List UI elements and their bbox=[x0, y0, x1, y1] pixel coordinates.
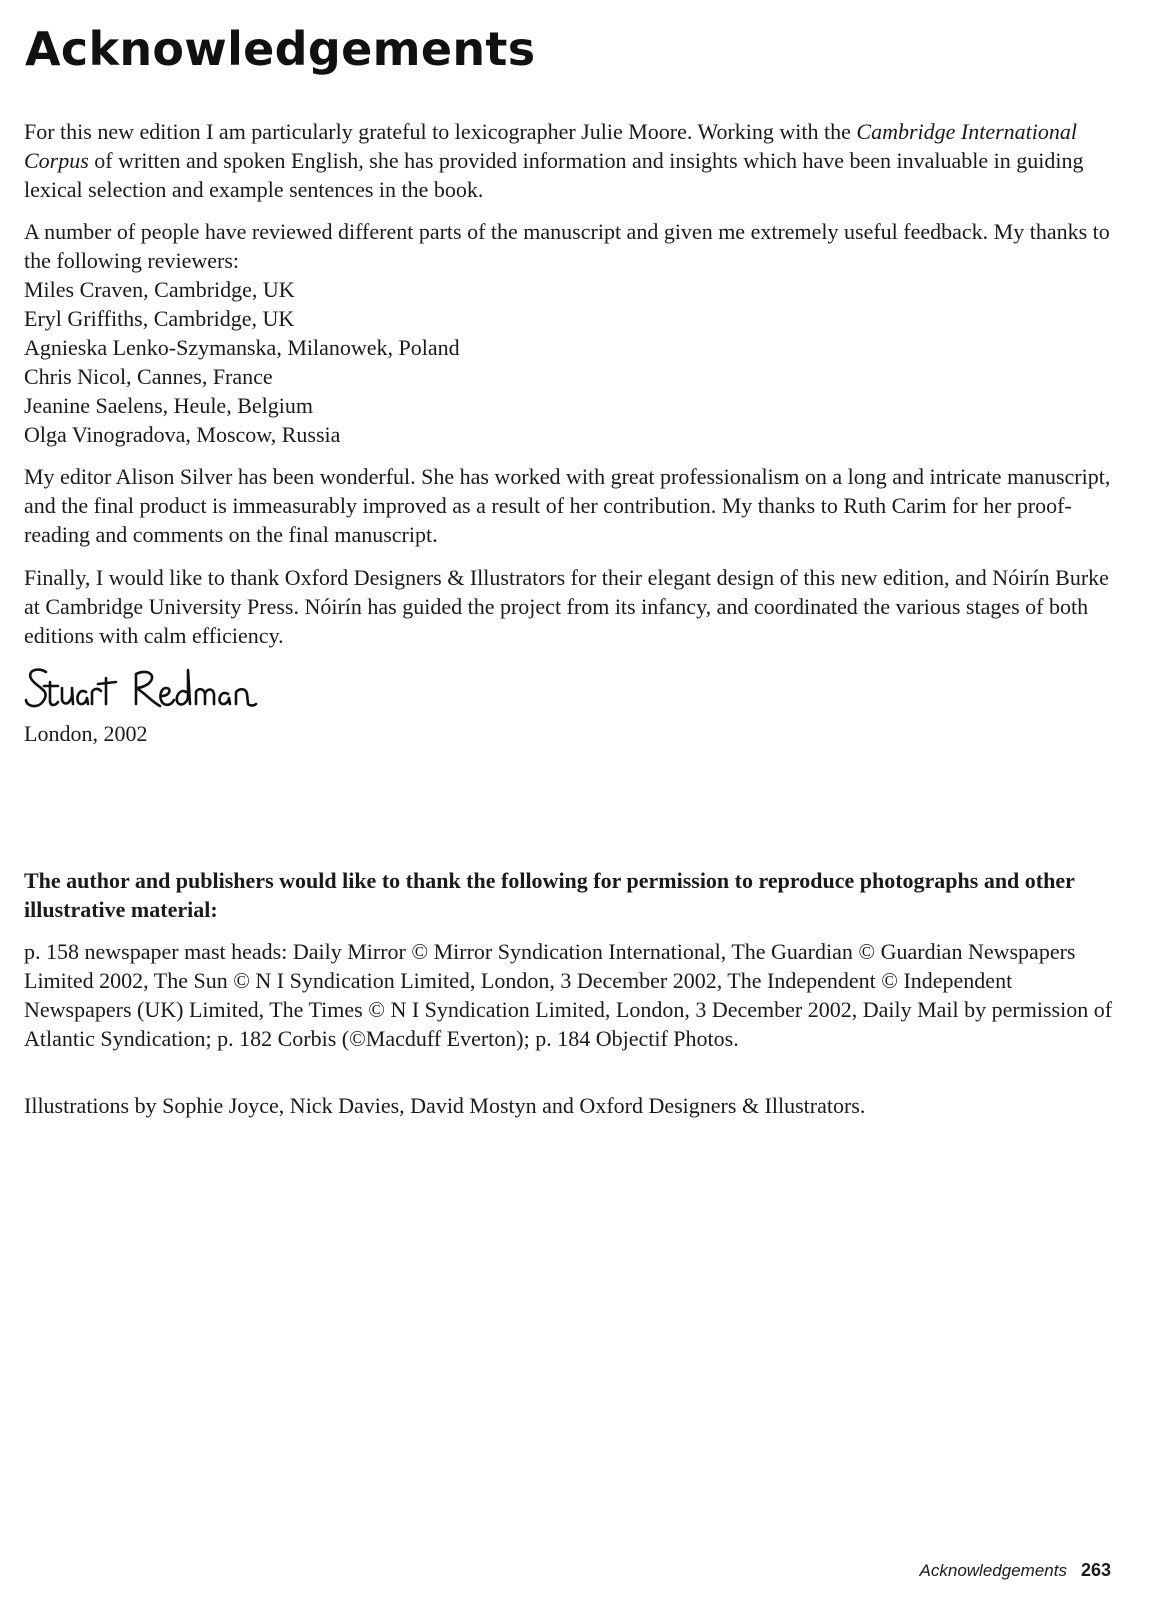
page-title: Acknowledgements bbox=[25, 22, 536, 76]
reviewer-item: Olga Vinogradova, Moscow, Russia bbox=[24, 422, 341, 447]
paragraph-text: For this new edition I am particularly grateful to lexicographer Julie Moore. Working with the bbox=[24, 119, 857, 144]
paragraph-editor: My editor Alison Silver has been wonderful. She has worked with great professionalism on a long and intricate manuscript, and the final product is immeasurably improved as a result of her contribution. My thanks to Ruth Carim for her proof-reading and comments on the final manuscript. bbox=[24, 464, 1111, 547]
paragraph-text: of written and spoken English, she has provided information and insights which have been invaluable in guiding lexical selection and example sentences in the book. bbox=[24, 148, 1084, 202]
place-date: London, 2002 bbox=[24, 721, 148, 746]
reviewer-item: Eryl Griffiths, Cambridge, UK bbox=[24, 306, 295, 331]
illustrations-credit: Illustrations by Sophie Joyce, Nick Davies, David Mostyn and Oxford Designers & Illustrators. bbox=[24, 1093, 866, 1118]
reviewers-intro: A number of people have reviewed different parts of the manuscript and given me extremely useful feedback. My thanks to the following reviewers: bbox=[24, 219, 1110, 273]
corpus-title: Cambridge International Corpus bbox=[24, 119, 1077, 173]
paragraph-reviewers bbox=[24, 217, 1124, 449]
running-head: Acknowledgements bbox=[919, 1561, 1067, 1580]
permissions-heading: The author and publishers would like to thank the following for permission to reproduce photographs and other illustrative material: bbox=[24, 868, 1075, 922]
signature bbox=[24, 660, 284, 720]
page-number: 263 bbox=[1080, 1560, 1111, 1580]
reviewer-item: Jeanine Saelens, Heule, Belgium bbox=[24, 393, 313, 418]
reviewer-item: Miles Craven, Cambridge, UK bbox=[24, 277, 295, 302]
reviewer-item: Agnieska Lenko-Szymanska, Milanowek, Poland bbox=[24, 335, 460, 360]
paragraph-new-edition bbox=[24, 117, 1124, 204]
page-footer bbox=[920, 1560, 1111, 1581]
permissions-credits: p. 158 newspaper mast heads: Daily Mirror © Mirror Syndication International, The Guardian © Guardian Newspapers Limited 2002, The Sun © N I Syndication Limited, London, 3 December 2002, The Independent © Independent Newspapers (UK) Limited, The Times © N I Syndication Limited, London, 3 December 2002, Daily Mail by permission of Atlantic Syndication; p. 182 Corbis (©Macduff Everton); p. 184 Objectif Photos. bbox=[24, 939, 1113, 1051]
reviewer-item: Chris Nicol, Cannes, France bbox=[24, 364, 273, 389]
paragraph-designers: Finally, I would like to thank Oxford Designers & Illustrators for their elegant design of this new edition, and Nóirín Burke at Cambridge University Press. Nóirín has guided the project from its infancy, and coordinated the various stages of both editions with calm efficiency. bbox=[24, 565, 1109, 648]
